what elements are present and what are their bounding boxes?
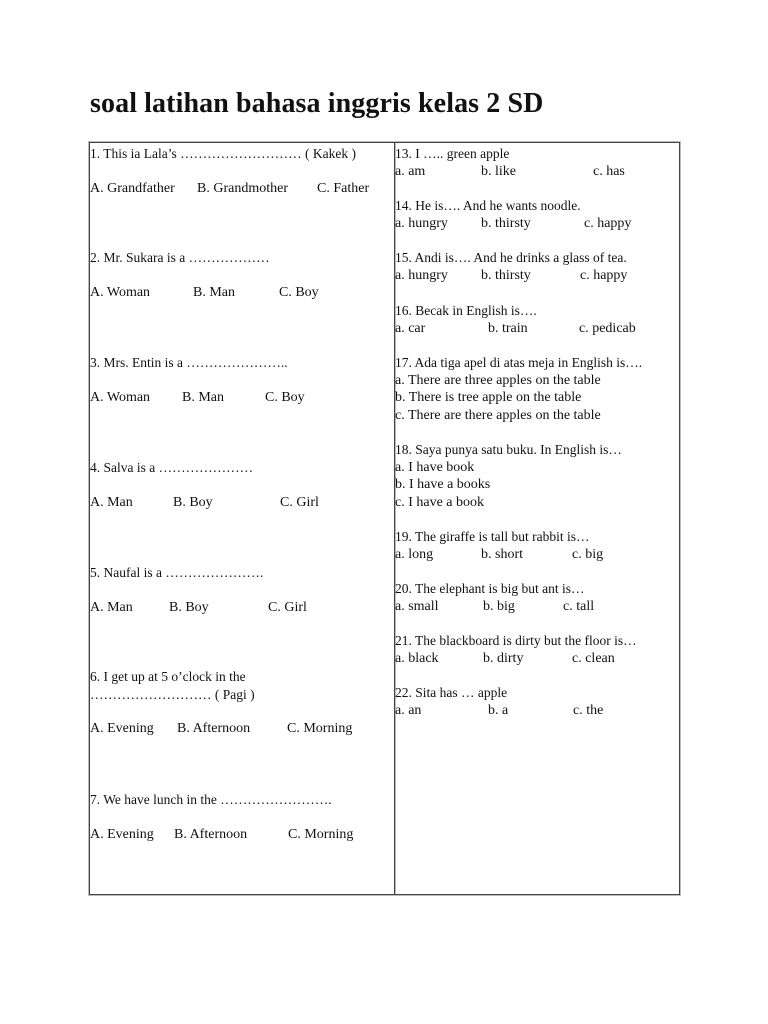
- option-c[interactable]: c. has: [593, 163, 625, 179]
- question-stem: 21. The blackboard is dirty but the floor is…: [395, 633, 637, 648]
- question-stem: 14. He is…. And he wants noodle.: [395, 198, 581, 213]
- question-stem: 16. Becak in English is….: [395, 303, 537, 318]
- option-b[interactable]: b. thirsty: [481, 267, 531, 283]
- option-b[interactable]: B. Man: [193, 284, 235, 300]
- question-stem: 20. The elephant is big but ant is…: [395, 581, 585, 596]
- question-stem: 22. Sita has … apple: [395, 685, 508, 700]
- question-13: [395, 145, 625, 180]
- question-19: [395, 528, 603, 563]
- question-7: [90, 791, 353, 843]
- options-row: [90, 599, 307, 617]
- option-c[interactable]: c. the: [573, 702, 604, 718]
- question-stem: 6. I get up at 5 o’clock in the: [90, 669, 246, 684]
- option-c[interactable]: C. Morning: [288, 826, 354, 842]
- option-b[interactable]: B. Man: [182, 389, 224, 405]
- options-row: [395, 650, 637, 668]
- question-15: [395, 249, 627, 284]
- option-a[interactable]: a. car: [395, 320, 426, 336]
- options-row: [395, 215, 631, 233]
- option-b[interactable]: b. short: [481, 546, 523, 562]
- question-3: [90, 354, 305, 406]
- question-stem: 5. Naufal is a ………………….: [90, 565, 264, 580]
- option-c[interactable]: c. clean: [572, 650, 615, 666]
- question-17: [395, 354, 642, 424]
- question-1: [90, 145, 369, 197]
- option-b[interactable]: b. dirty: [483, 650, 524, 666]
- option-b[interactable]: b. train: [488, 320, 528, 336]
- option-a[interactable]: A. Woman: [90, 389, 151, 405]
- option-a[interactable]: a. There are three apples on the table: [395, 372, 601, 388]
- question-stem: 17. Ada tiga apel di atas meja in English is….: [395, 355, 643, 370]
- option-c[interactable]: c. big: [572, 546, 604, 562]
- option-b[interactable]: b. big: [483, 598, 515, 614]
- option-a[interactable]: a. hungry: [395, 267, 448, 283]
- question-stem: 18. Saya punya satu buku. In English is…: [395, 442, 622, 457]
- option-c[interactable]: C. Morning: [287, 721, 353, 736]
- question-22: [395, 684, 603, 719]
- options-row: [90, 180, 369, 198]
- option-b[interactable]: b. I have a books: [395, 477, 491, 492]
- question-4: [90, 459, 319, 511]
- option-a[interactable]: A. Man: [90, 494, 133, 510]
- option-a[interactable]: A. Grandfather: [90, 180, 175, 196]
- option-c[interactable]: c. tall: [563, 598, 595, 614]
- options-list: [395, 372, 642, 425]
- option-b[interactable]: B. Afternoon: [174, 826, 248, 842]
- option-b[interactable]: b. like: [481, 163, 516, 179]
- options-row: [395, 702, 603, 720]
- options-row: [395, 267, 627, 285]
- option-b[interactable]: B. Afternoon: [177, 721, 251, 736]
- option-a[interactable]: a. black: [395, 650, 439, 666]
- options-row: [90, 494, 319, 512]
- question-6: [90, 668, 352, 738]
- option-a[interactable]: a. am: [395, 163, 426, 179]
- options-row: [90, 826, 353, 844]
- option-c[interactable]: c. happy: [584, 215, 632, 231]
- option-c[interactable]: c. happy: [580, 267, 628, 283]
- question-2: [90, 249, 319, 301]
- option-a[interactable]: A. Evening: [90, 826, 154, 842]
- option-b[interactable]: b. a: [488, 702, 509, 718]
- question-stem: 2. Mr. Sukara is a ………………: [90, 250, 270, 265]
- option-c[interactable]: C. Boy: [279, 284, 319, 300]
- option-c[interactable]: c. pedicab: [579, 320, 636, 336]
- question-16: [395, 302, 636, 337]
- question-stem-continued: ……………………… ( Pagi ): [90, 686, 255, 702]
- option-a[interactable]: A. Evening: [90, 721, 154, 736]
- options-row: [395, 546, 603, 564]
- options-row: [395, 163, 625, 181]
- option-c[interactable]: C. Father: [317, 180, 370, 196]
- option-c[interactable]: c. There are there apples on the table: [395, 407, 601, 423]
- options-list: [395, 459, 622, 512]
- option-b[interactable]: b. There is tree apple on the table: [395, 390, 582, 405]
- option-a[interactable]: a. an: [395, 702, 422, 718]
- options-row: [395, 598, 594, 616]
- question-14: [395, 197, 631, 232]
- option-c[interactable]: C. Girl: [280, 494, 319, 510]
- question-stem: 19. The giraffe is tall but rabbit is…: [395, 529, 590, 544]
- option-b[interactable]: B. Boy: [169, 599, 209, 615]
- page-title: soal latihan bahasa inggris kelas 2 SD: [90, 88, 544, 119]
- option-c[interactable]: c. I have a book: [395, 494, 485, 510]
- option-b[interactable]: b. thirsty: [481, 215, 531, 231]
- option-a[interactable]: A. Woman: [90, 284, 151, 300]
- option-a[interactable]: A. Man: [90, 599, 133, 615]
- option-a[interactable]: a. small: [395, 598, 439, 614]
- option-a[interactable]: a. hungry: [395, 215, 448, 231]
- question-18: [395, 441, 622, 511]
- option-c[interactable]: C. Girl: [268, 599, 307, 615]
- question-stem: 3. Mrs. Entin is a …………………..: [90, 355, 288, 370]
- option-a[interactable]: a. I have book: [395, 459, 475, 475]
- options-row: [90, 720, 352, 738]
- question-stem: 7. We have lunch in the …………………….: [90, 792, 332, 807]
- options-row: [90, 284, 319, 302]
- options-row: [395, 320, 636, 338]
- option-c[interactable]: C. Boy: [265, 389, 305, 405]
- option-b[interactable]: B. Grandmother: [197, 180, 288, 196]
- question-stem: 1. This ia Lala’s ……………………… ( Kakek ): [90, 146, 356, 161]
- question-table: [89, 142, 680, 895]
- options-row: [90, 389, 305, 407]
- question-5: [90, 564, 307, 616]
- question-stem: 13. I ….. green apple: [395, 146, 510, 161]
- question-21: [395, 632, 637, 667]
- option-a[interactable]: a. long: [395, 546, 434, 562]
- question-stem: 15. Andi is…. And he drinks a glass of tea.: [395, 250, 627, 265]
- question-stem: 4. Salva is a …………………: [90, 460, 254, 475]
- option-b[interactable]: B. Boy: [173, 494, 213, 510]
- question-20: [395, 580, 594, 615]
